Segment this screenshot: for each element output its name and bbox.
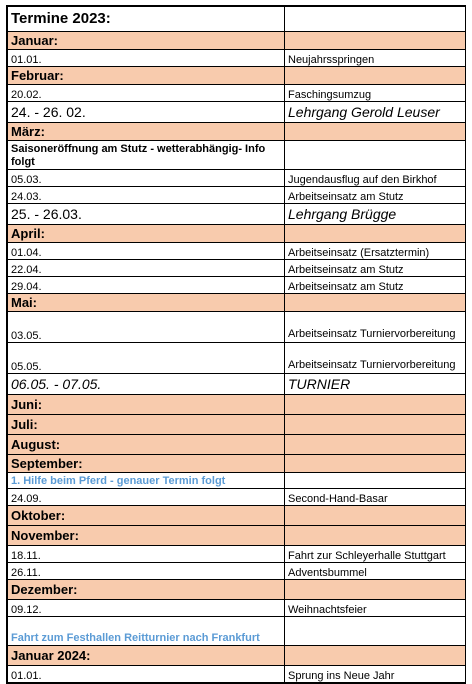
month-row-september xyxy=(8,455,466,473)
event-title: Sprung ins Neue Jahr xyxy=(285,666,466,683)
title-row xyxy=(8,7,466,32)
month-label: Oktober: xyxy=(8,506,285,526)
event-date: 25. - 26.03. xyxy=(8,204,285,225)
table-row xyxy=(8,277,466,294)
event-title: Lehrgang Gerold Leuser xyxy=(285,102,466,123)
table-row xyxy=(8,243,466,260)
month-row-juli xyxy=(8,415,466,435)
event-title: Second-Hand-Basar xyxy=(285,489,466,506)
event-date: 09.12. xyxy=(8,600,285,617)
event-title: Fahrt zur Schleyerhalle Stuttgart xyxy=(285,546,466,563)
month-label: Juli: xyxy=(8,415,285,435)
event-date: 22.04. xyxy=(8,260,285,277)
event-title: Neujahrsspringen xyxy=(285,50,466,67)
table-row xyxy=(8,141,466,170)
month-label: Januar 2024: xyxy=(8,646,285,666)
page-title: Termine 2023: xyxy=(8,7,285,32)
schedule-sheet xyxy=(6,5,466,684)
month-row-februar xyxy=(8,67,466,85)
table-row xyxy=(8,343,466,374)
event-title: Lehrgang Brügge xyxy=(285,204,466,225)
table-row xyxy=(8,600,466,617)
event-date: 24. - 26. 02. xyxy=(8,102,285,123)
event-note: 1. Hilfe beim Pferd - genauer Termin folgt xyxy=(8,473,285,489)
month-row-januar xyxy=(8,32,466,50)
event-title: Arbeitseinsatz (Ersatztermin) xyxy=(285,243,466,260)
month-row-november xyxy=(8,526,466,546)
table-row xyxy=(8,170,466,187)
table-row xyxy=(8,374,466,395)
month-label: November: xyxy=(8,526,285,546)
month-row-april xyxy=(8,225,466,243)
table-row xyxy=(8,617,466,646)
table-row xyxy=(8,187,466,204)
month-row-maerz xyxy=(8,123,466,141)
event-date: 24.03. xyxy=(8,187,285,204)
event-date: 01.01. xyxy=(8,666,285,683)
event-date: 26.11. xyxy=(8,563,285,580)
event-title: TURNIER xyxy=(285,374,466,395)
table-row xyxy=(8,473,466,489)
table-row xyxy=(8,85,466,102)
month-row-august xyxy=(8,435,466,455)
event-date: 05.03. xyxy=(8,170,285,187)
table-row xyxy=(8,489,466,506)
month-label: September: xyxy=(8,455,285,473)
event-date: 03.05. xyxy=(8,312,285,343)
event-title: Arbeitseinsatz Turniervorbereitung xyxy=(285,312,466,343)
month-label: Januar: xyxy=(8,32,285,50)
month-row-mai xyxy=(8,294,466,312)
schedule-table xyxy=(7,6,466,683)
event-title: Faschingsumzug xyxy=(285,85,466,102)
month-label: August: xyxy=(8,435,285,455)
event-date: 20.02. xyxy=(8,85,285,102)
table-row xyxy=(8,204,466,225)
month-label: Juni: xyxy=(8,395,285,415)
month-label: Dezember: xyxy=(8,580,285,600)
event-date: 01.01. xyxy=(8,50,285,67)
month-label: März: xyxy=(8,123,285,141)
table-row xyxy=(8,260,466,277)
event-title: Arbeitseinsatz am Stutz xyxy=(285,260,466,277)
month-row-oktober xyxy=(8,506,466,526)
month-label: April: xyxy=(8,225,285,243)
event-title: Adventsbummel xyxy=(285,563,466,580)
event-date: 24.09. xyxy=(8,489,285,506)
event-note: Saisoneröffnung am Stutz - wetterabhängig- Info folgt xyxy=(8,141,285,170)
table-row xyxy=(8,563,466,580)
month-row-dezember xyxy=(8,580,466,600)
event-title: Arbeitseinsatz am Stutz xyxy=(285,187,466,204)
event-title: Arbeitseinsatz Turniervorbereitung xyxy=(285,343,466,374)
event-date: 29.04. xyxy=(8,277,285,294)
table-row xyxy=(8,102,466,123)
table-row xyxy=(8,50,466,67)
event-title: Jugendausflug auf den Birkhof xyxy=(285,170,466,187)
month-label: Februar: xyxy=(8,67,285,85)
event-date: 01.04. xyxy=(8,243,285,260)
event-note: Fahrt zum Festhallen Reitturnier nach Frankfurt xyxy=(8,617,285,646)
event-date: 18.11. xyxy=(8,546,285,563)
event-date: 05.05. xyxy=(8,343,285,374)
event-date: 06.05. - 07.05. xyxy=(8,374,285,395)
event-title: Arbeitseinsatz am Stutz xyxy=(285,277,466,294)
table-row xyxy=(8,312,466,343)
event-title: Weihnachtsfeier xyxy=(285,600,466,617)
table-row xyxy=(8,666,466,683)
table-row xyxy=(8,546,466,563)
month-label: Mai: xyxy=(8,294,285,312)
month-row-juni xyxy=(8,395,466,415)
